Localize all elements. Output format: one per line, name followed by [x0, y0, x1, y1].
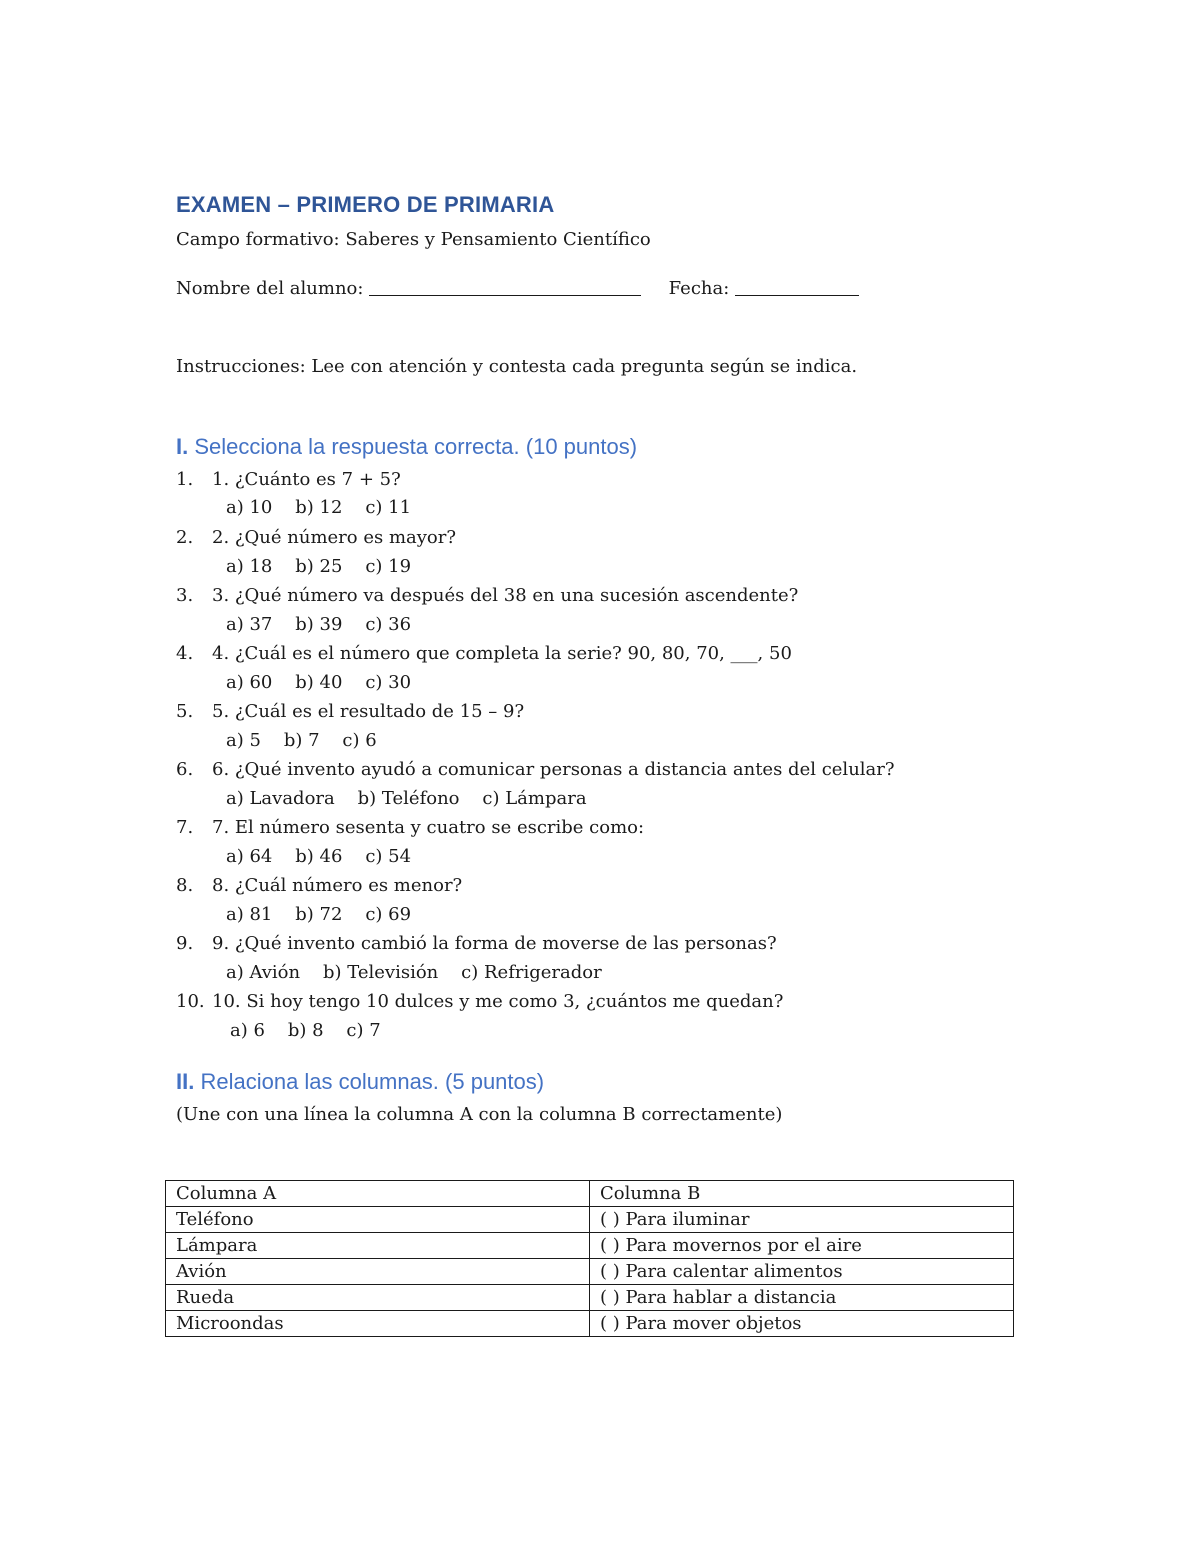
question-5-options: a) 5 b) 7 c) 6 — [226, 730, 377, 751]
question-text: 10. Si hoy tengo 10 dulces y me como 3, ¿cuántos me quedan? — [212, 991, 784, 1012]
section-1-numeral: I. — [176, 434, 189, 459]
fecha-field[interactable] — [735, 294, 859, 296]
campo-formativo: Campo formativo: Saberes y Pensamiento Científico — [176, 229, 651, 250]
question-6: 6. 6. ¿Qué invento ayudó a comunicar personas a distancia antes del celular? — [176, 759, 895, 780]
question-text: 9. ¿Qué invento cambió la forma de moverse de las personas? — [212, 933, 777, 954]
column-b-cell: ( ) Para hablar a distancia — [590, 1285, 1014, 1311]
column-b-cell: ( ) Para calentar alimentos — [590, 1259, 1014, 1285]
question-text: 3. ¿Qué número va después del 38 en una sucesión ascendente? — [212, 585, 799, 606]
question-text: 4. ¿Cuál es el número que completa la serie? 90, 80, 70, ___, 50 — [212, 643, 792, 664]
column-a-cell: Teléfono — [166, 1207, 590, 1233]
question-10: 10. 10. Si hoy tengo 10 dulces y me como 3, ¿cuántos me quedan? — [176, 991, 784, 1012]
column-a-cell: Microondas — [166, 1311, 590, 1337]
question-9-options: a) Avión b) Televisión c) Refrigerador — [226, 962, 602, 983]
column-a-cell: Lámpara — [166, 1233, 590, 1259]
question-5: 5. 5. ¿Cuál es el resultado de 15 – 9? — [176, 701, 525, 722]
nombre-label: Nombre del alumno: — [176, 278, 364, 299]
question-4-options: a) 60 b) 40 c) 30 — [226, 672, 412, 693]
table-row — [166, 1259, 1014, 1285]
question-9: 9. 9. ¿Qué invento cambió la forma de moverse de las personas? — [176, 933, 777, 954]
student-info-line — [176, 278, 859, 299]
question-text: 2. ¿Qué número es mayor? — [212, 527, 457, 548]
question-text: 7. El número sesenta y cuatro se escribe como: — [212, 817, 645, 838]
section-2-heading-text: Relaciona las columnas. (5 puntos) — [200, 1069, 545, 1094]
instructions: Instrucciones: Lee con atención y contesta cada pregunta según se indica. — [176, 356, 858, 377]
question-text: 1. ¿Cuánto es 7 + 5? — [212, 469, 401, 490]
question-1: 1. 1. ¿Cuánto es 7 + 5? — [176, 469, 401, 490]
column-b-cell: ( ) Para iluminar — [590, 1207, 1014, 1233]
section-2-numeral: II. — [176, 1069, 195, 1094]
question-7-options: a) 64 b) 46 c) 54 — [226, 846, 412, 867]
question-10-options: a) 6 b) 8 c) 7 — [230, 1020, 381, 1041]
section-2-note: (Une con una línea la columna A con la columna B correctamente) — [176, 1104, 783, 1125]
column-a-cell: Avión — [166, 1259, 590, 1285]
section-1-heading-text: Selecciona la respuesta correcta. (10 puntos) — [194, 434, 638, 459]
table-row — [166, 1207, 1014, 1233]
question-2: 2. 2. ¿Qué número es mayor? — [176, 527, 457, 548]
column-b-cell: ( ) Para movernos por el aire — [590, 1233, 1014, 1259]
column-b-cell: ( ) Para mover objetos — [590, 1311, 1014, 1337]
question-text: 6. ¿Qué invento ayudó a comunicar personas a distancia antes del celular? — [212, 759, 895, 780]
question-3-options: a) 37 b) 39 c) 36 — [226, 614, 412, 635]
question-text: 5. ¿Cuál es el resultado de 15 – 9? — [212, 701, 525, 722]
column-a-header: Columna A — [166, 1181, 590, 1207]
table-row — [166, 1311, 1014, 1337]
table-row — [166, 1233, 1014, 1259]
question-4: 4. 4. ¿Cuál es el número que completa la serie? 90, 80, 70, ___, 50 — [176, 643, 792, 664]
exam-title: EXAMEN – PRIMERO DE PRIMARIA — [176, 192, 555, 217]
table-header-row — [166, 1181, 1014, 1207]
fecha-label: Fecha: — [668, 278, 730, 299]
section-1-heading — [176, 434, 637, 460]
table-row — [166, 1285, 1014, 1311]
question-8: 8. 8. ¿Cuál número es menor? — [176, 875, 463, 896]
question-6-options: a) Lavadora b) Teléfono c) Lámpara — [226, 788, 587, 809]
question-1-options: a) 10 b) 12 c) 11 — [226, 497, 412, 518]
question-2-options: a) 18 b) 25 c) 19 — [226, 556, 412, 577]
nombre-field[interactable] — [369, 294, 641, 296]
section-2-heading — [176, 1069, 544, 1095]
column-a-cell: Rueda — [166, 1285, 590, 1311]
question-8-options: a) 81 b) 72 c) 69 — [226, 904, 412, 925]
column-b-header: Columna B — [590, 1181, 1014, 1207]
question-text: 8. ¿Cuál número es menor? — [212, 875, 463, 896]
match-columns-table — [165, 1180, 1014, 1337]
question-7: 7. 7. El número sesenta y cuatro se escribe como: — [176, 817, 645, 838]
question-3: 3. 3. ¿Qué número va después del 38 en una sucesión ascendente? — [176, 585, 799, 606]
